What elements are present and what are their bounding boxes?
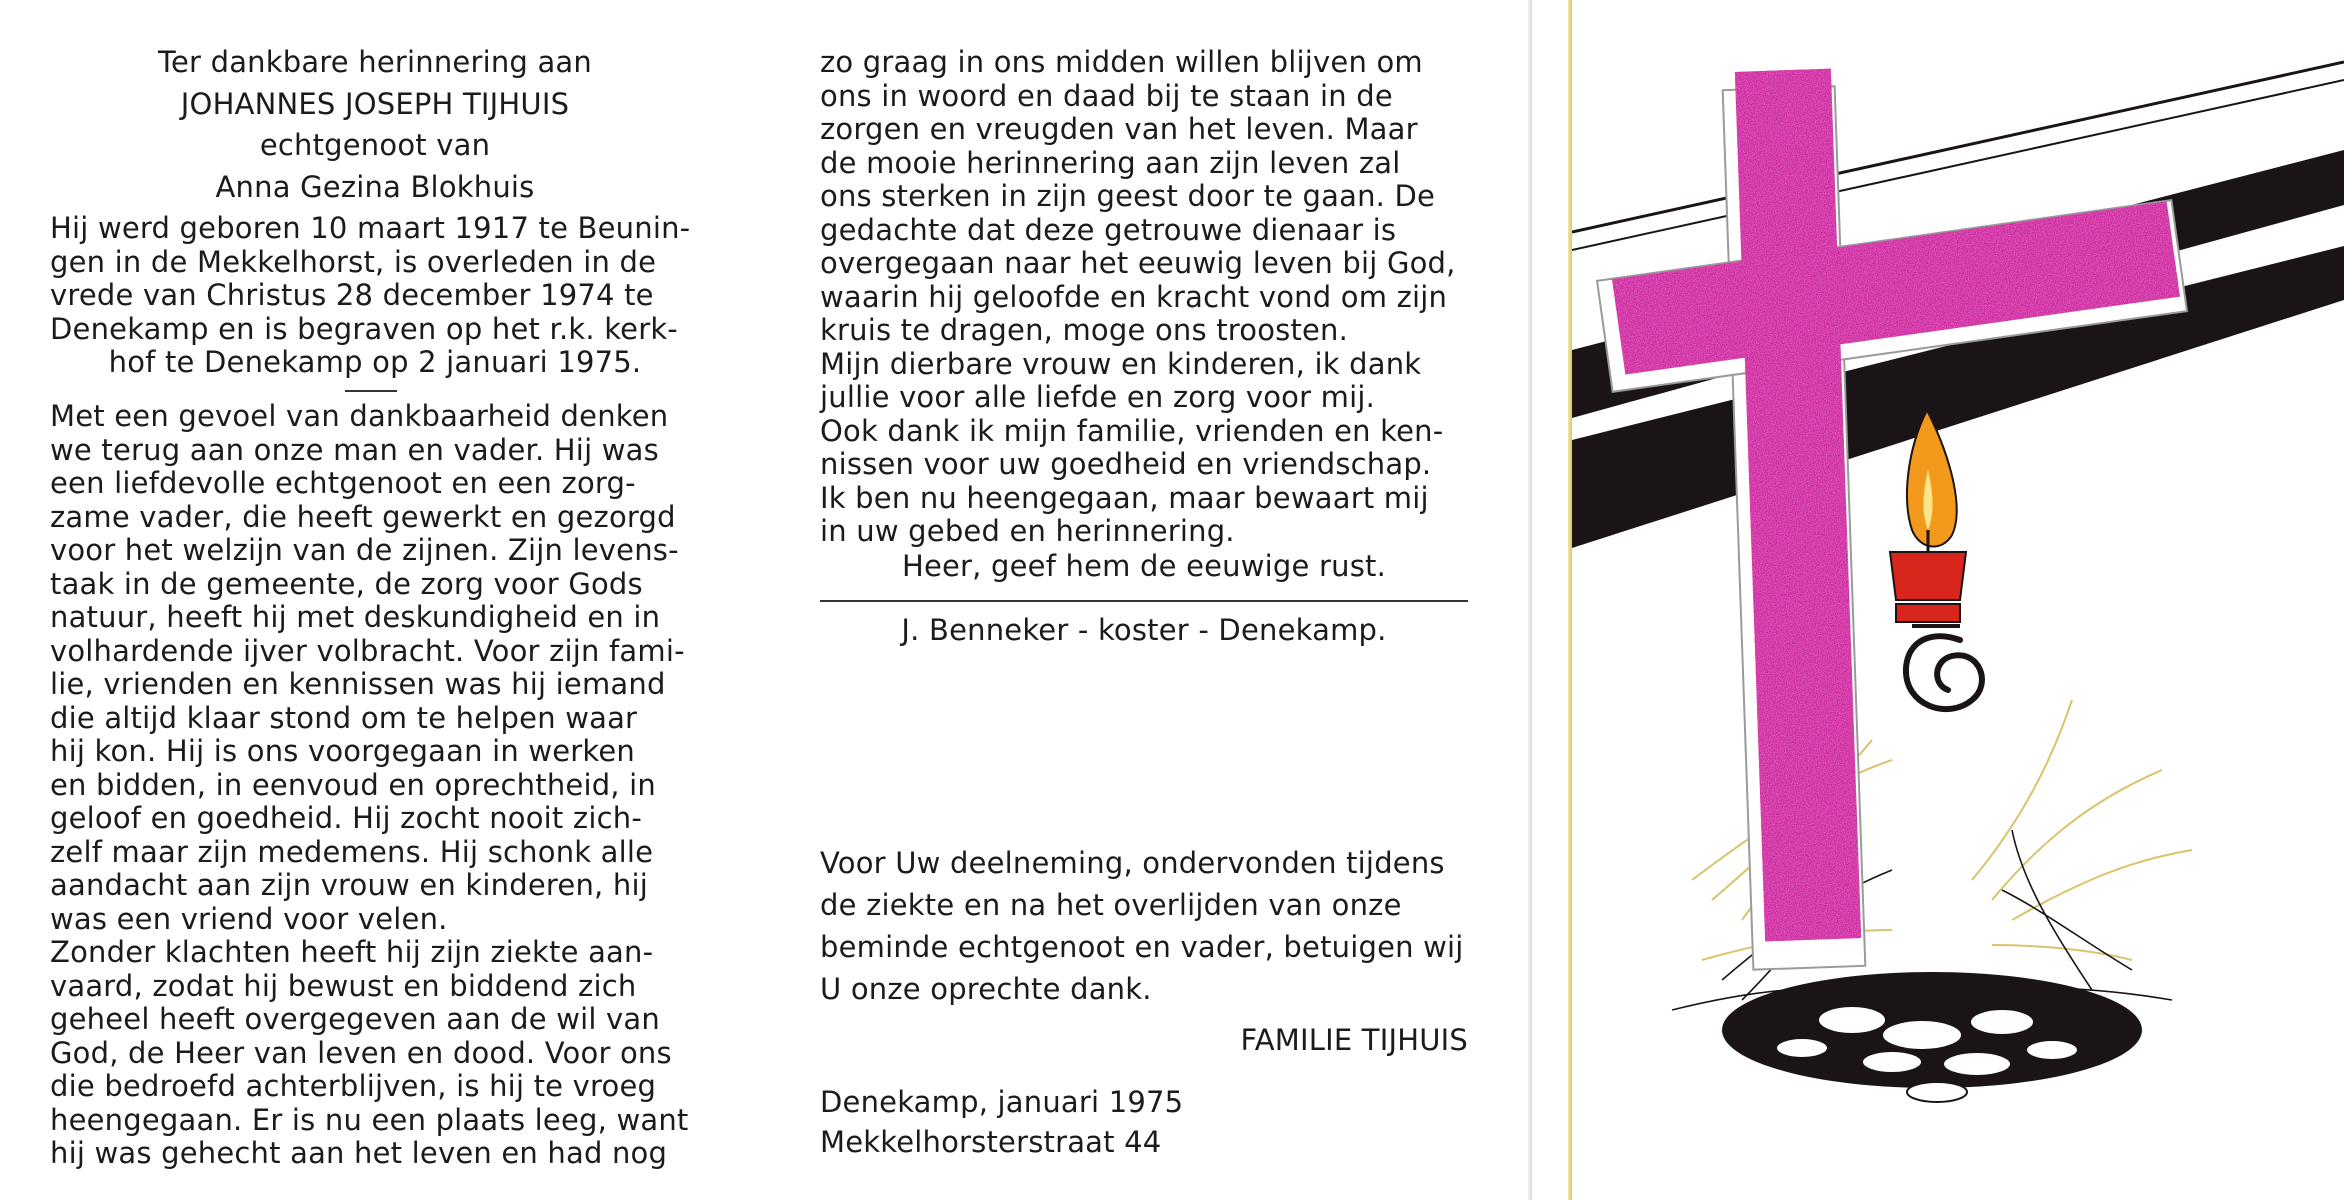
- cross-candle-illustration: [1572, 0, 2344, 1200]
- text-line: voor het welzijn van de zijnen. Zijn levens-: [50, 533, 679, 567]
- text-line: zorgen en vreugden van het leven. Maar: [820, 112, 1418, 146]
- text-line: Zonder klachten heeft hij zijn ziekte aan-: [50, 935, 654, 969]
- text-line: een liefdevolle echtgenoot en een zorg-: [50, 466, 636, 500]
- text-line: geheel heeft overgegeven aan de wil van: [50, 1002, 660, 1036]
- spouse-name: Anna Gezina Blokhuis: [215, 169, 535, 204]
- text-line: de mooie herinnering aan zijn leven zal: [820, 145, 1401, 180]
- address: Mekkelhorsterstraat 44: [820, 1125, 1162, 1159]
- text-line: Denekamp en is begraven op het r.k. kerk-: [50, 311, 678, 346]
- printer-credit: J. Benneker - koster - Denekamp.: [901, 613, 1387, 647]
- text-line: natuur, heeft hij met deskundigheid en in: [50, 600, 661, 634]
- text-line: in uw gebed en herinnering.: [820, 514, 1235, 548]
- text-line: Voor Uw deelneming, ondervonden tijdens: [820, 846, 1445, 880]
- text-line: zame vader, die heeft gewerkt en gezorgd: [50, 499, 676, 534]
- text-line: en bidden, in eenvoud en oprechtheid, in: [50, 767, 656, 802]
- text-line: overgegaan naar het eeuwig leven bij God,: [820, 246, 1456, 280]
- text-line: vrede van Christus 28 december 1974 te: [50, 278, 654, 312]
- text-line: vaard, zodat hij bewust en biddend zich: [50, 968, 637, 1003]
- text-line: Ook dank ik mijn familie, vrienden en ken-: [820, 413, 1444, 448]
- text-line: Ik ben nu heengegaan, maar bewaart mij: [820, 480, 1429, 515]
- text-line: U onze oprechte dank.: [820, 972, 1152, 1006]
- text-line: de ziekte en na het overlijden van onze: [820, 888, 1402, 922]
- biography-paragraph: [50, 212, 700, 380]
- text-line: Mijn dierbare vrouw en kinderen, ik dank: [820, 346, 1422, 381]
- family-signature: FAMILIE TIJHUIS: [1240, 1023, 1468, 1057]
- memorial-heading: [50, 46, 700, 212]
- text-line: beminde echtgenoot en vader, betuigen wij: [820, 930, 1464, 964]
- short-divider: [345, 390, 397, 392]
- continuation-text: [820, 46, 1468, 549]
- text-line: nissen voor uw goedheid en vriendschap.: [820, 447, 1432, 481]
- text-line: Hij werd geboren 10 maart 1917 te Beunin-: [50, 211, 691, 245]
- text-line: zo graag in ons midden willen blijven om: [820, 45, 1423, 79]
- deceased-name: JOHANNES JOSEPH TIJHUIS: [180, 86, 570, 121]
- prayer-line: Heer, geef hem de eeuwige rust.: [901, 549, 1387, 583]
- artwork-panel: [1530, 0, 2344, 1200]
- text-line: geloof en goedheid. Hij zocht nooit zich-: [50, 801, 642, 835]
- text-line: lie, vrienden en kennissen was hij iemand: [50, 667, 666, 701]
- text-line: die bedroefd achterblijven, is hij te vroeg: [50, 1069, 657, 1103]
- text-line: ons sterken in zijn geest door te gaan. De: [820, 179, 1436, 213]
- text-line: heengegaan. Er is nu een plaats leeg, want: [50, 1102, 689, 1137]
- text-line: die altijd klaar stond om te helpen waar: [50, 700, 638, 735]
- heading-line-spouse-of: echtgenoot van: [259, 128, 491, 162]
- middle-panel: [760, 0, 1530, 1200]
- place-date: Denekamp, januari 1975: [820, 1085, 1184, 1119]
- text-line: hij kon. Hij is ons voorgegaan in werken: [50, 734, 635, 768]
- horizontal-rule: [820, 600, 1468, 602]
- text-line: we terug aan onze man en vader. Hij was: [50, 432, 659, 467]
- text-line: kruis te dragen, moge ons troosten.: [820, 313, 1349, 347]
- place-and-address: [820, 1082, 1468, 1162]
- text-line: hij was gehecht aan het leven en had nog: [50, 1136, 668, 1170]
- text-line: gen in de Mekkelhorst, is overleden in de: [50, 244, 657, 279]
- remembrance-text: [50, 400, 700, 1171]
- text-line: volhardende ijver volbracht. Voor zijn fami-: [50, 633, 685, 668]
- text-line: waarin hij geloofde en kracht vond om zijn: [820, 279, 1448, 314]
- heading-line-dedication: Ter dankbare herinnering aan: [158, 45, 592, 79]
- text-line: ons in woord en daad bij te staan in de: [820, 78, 1393, 113]
- text-line: jullie voor alle liefde en zorg voor mij.: [820, 380, 1376, 414]
- text-line: aandacht aan zijn vrouw en kinderen, hij: [50, 868, 648, 902]
- left-panel: [0, 0, 760, 1200]
- text-line: zelf maar zijn medemens. Hij schonk alle: [50, 834, 654, 869]
- text-line: hof te Denekamp op 2 januari 1975.: [108, 345, 642, 379]
- thanks-paragraph: [820, 842, 1468, 1010]
- text-line: Met een gevoel van dankbaarheid denken: [50, 399, 669, 433]
- candle-icon: [1890, 410, 1982, 709]
- text-line: God, de Heer van leven en dood. Voor ons: [50, 1035, 672, 1070]
- text-line: gedachte dat deze getrouwe dienaar is: [820, 212, 1397, 247]
- text-line: was een vriend voor velen.: [50, 901, 448, 936]
- text-line: taak in de gemeente, de zorg voor Gods: [50, 566, 643, 601]
- stone-nest: [1722, 972, 2142, 1102]
